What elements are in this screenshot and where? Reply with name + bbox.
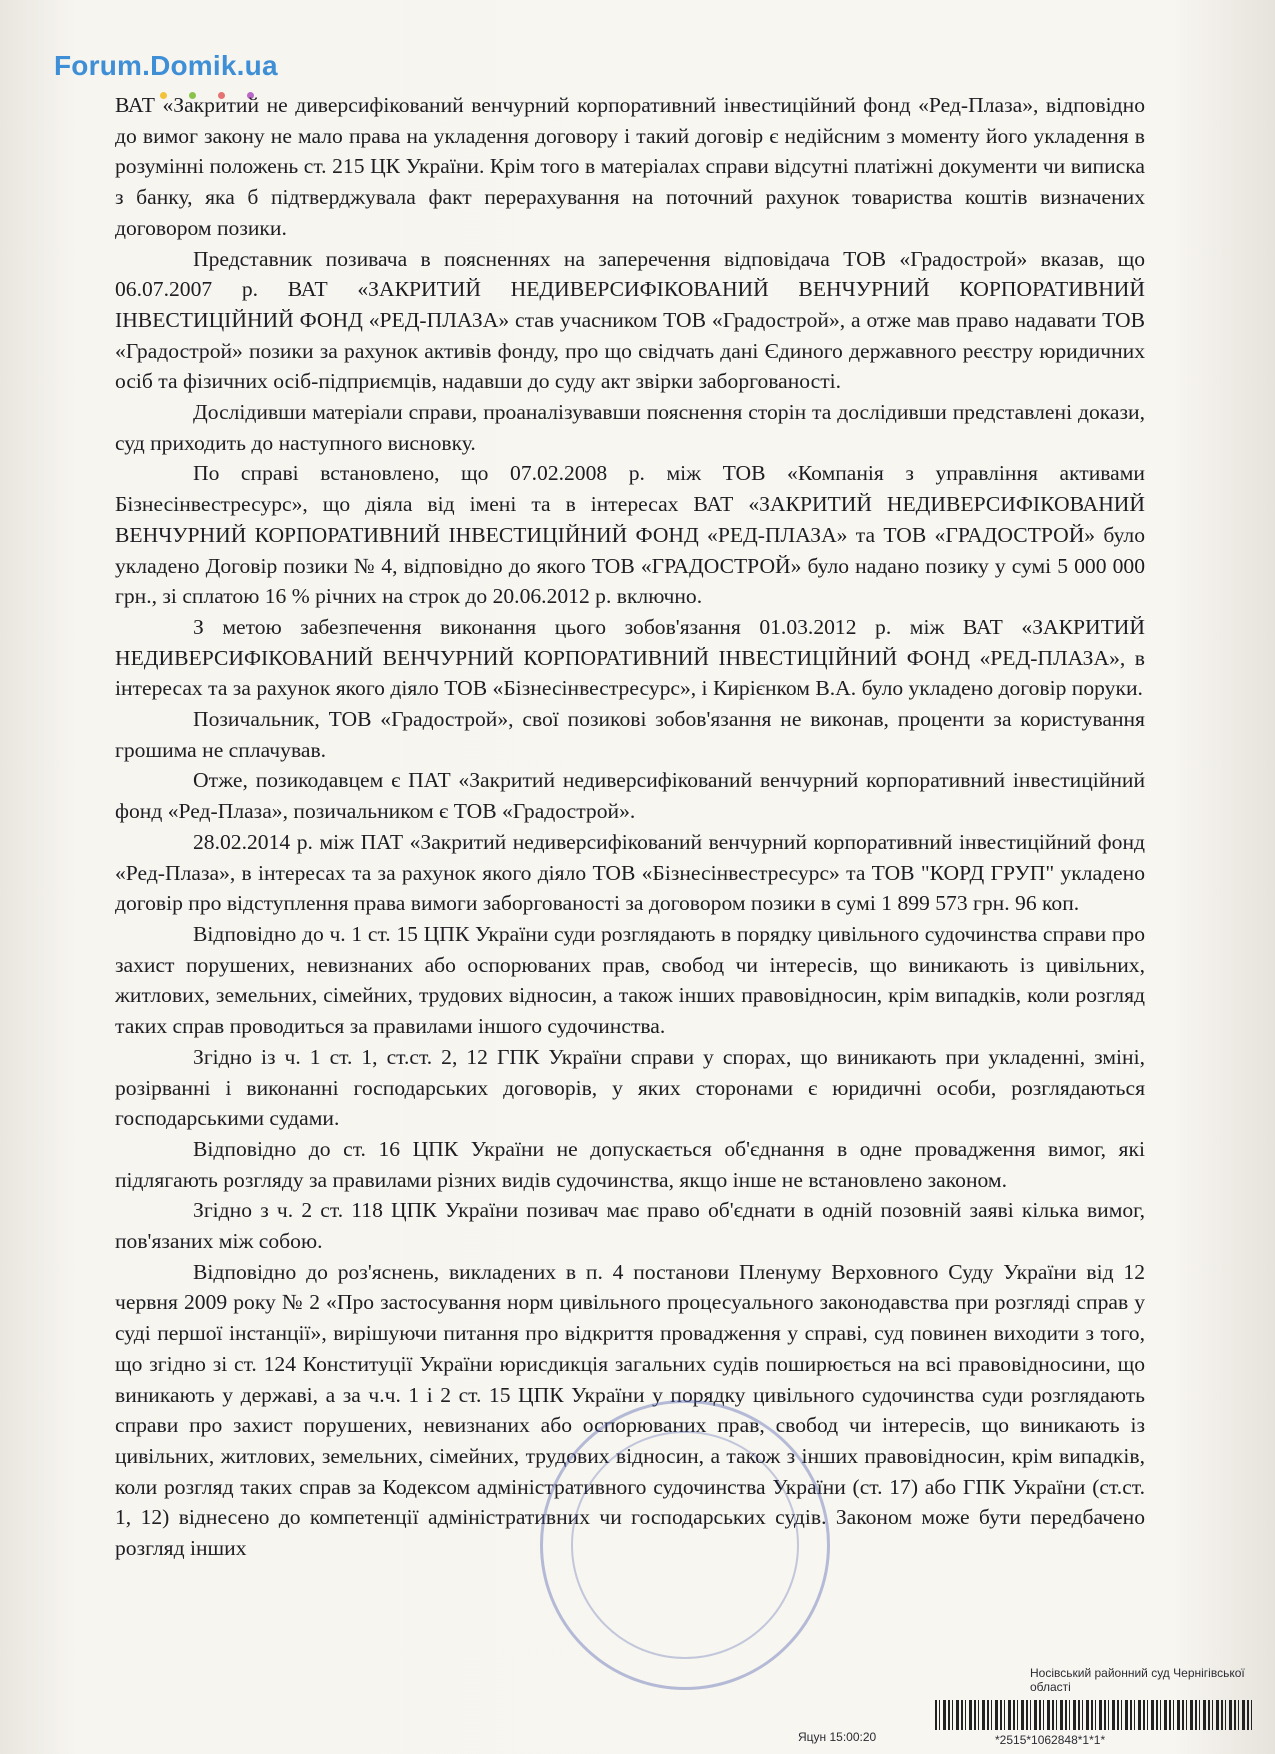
paragraph: Представник позивача в поясненнях на заперечення відповідача ТОВ «Градострой» вказав, що 06.07.2007 р. ВАТ «ЗАКРИТИЙ НЕДИВЕРСИФІКОВАНИЙ ВЕНЧУРНИЙ КОРПОРАТИВНИЙ ІНВЕСТИЦІЙНИЙ ФОНД «РЕД-ПЛАЗА» став учасником ТОВ «Градострой», а отже мав право надавати ТОВ «Градострой» позики за рахунок активів фонду, про що свідчать дані Єдиного державного реєстру юридичних осіб та фізичних осіб-підприємців, надавши до суду акт звірки заборгованості. [115, 246, 1145, 394]
paragraph: Позичальник, ТОВ «Градострой», свої позикові зобов'язання не виконав, проценти за користування грошима не сплачував. [115, 707, 1145, 762]
document-body [115, 90, 1145, 1564]
barcode-number: *2515*1062848*1*1* [995, 1733, 1106, 1747]
paragraph: Відповідно до ст. 16 ЦПК України не допускається об'єднання в одне провадження вимог, які підлягають розгляду за правилами різних видів судочинства, якщо інше не встановлено законом. [115, 1136, 1145, 1192]
watermark-logo[interactable]: Forum.Domik.ua [54, 50, 278, 81]
paragraph: 28.02.2014 р. між ПАТ «Закритий недиверсифікований венчурний корпоративний інвестиційний фонд «Ред-Плаза», в інтересах та за рахунок якого діяло ТОВ «Бізнесінвестресурс» та ТОВ "КОРД ГРУП" укладено договір про відступлення права вимоги заборгованості за договором позики в сумі 1 899 573 грн. 96 коп. [115, 829, 1145, 916]
paragraph: З метою забезпечення виконання цього зобов'язання 01.03.2012 р. між ВАТ «ЗАКРИТИЙ НЕДИВЕРСИФІКОВАНИЙ ВЕНЧУРНИЙ КОРПОРАТИВНИЙ ІНВЕСТИЦІЙНИЙ ФОНД «РЕД-ПЛАЗА», в інтересах та за рахунок якого діяло ТОВ «Бізнесінвестресурс», і Кирієнком В.А. було укладено договір поруки. [115, 614, 1145, 701]
court-name-label: Носівський районний суд Чернігівської області [1030, 1666, 1245, 1694]
court-seal-stamp [540, 1400, 830, 1690]
barcode [935, 1700, 1255, 1730]
paragraph: По справі встановлено, що 07.02.2008 р. між ТОВ «Компанія з управління активами Бізнесінвестресурс», що діяла від імені та в інтересах ВАТ «ЗАКРИТИЙ НЕДИВЕРСИФІКОВАНИЙ ВЕНЧУРНИЙ КОРПОРАТИВНИЙ ІНВЕСТИЦІЙНИЙ ФОНД «РЕД-ПЛАЗА» та ТОВ «ГРАДОСТРОЙ» було укладено Договір позики № 4, відповідно до якого ТОВ «ГРАДОСТРОЙ» було надано позику у сумі 5 000 000 грн., зі сплатою 16 % річних на строк до 20.06.2012 р. включно. [115, 461, 1145, 609]
paragraph: Дослідивши матеріали справи, проаналізувавши пояснення сторін та дослідивши представлені докази, суд приходить до наступного висновку. [115, 400, 1145, 455]
paragraph: Згідно з ч. 2 ст. 118 ЦПК України позивач має право об'єднати в одній позовній заяві кілька вимог, пов'язаних між собою. [115, 1198, 1145, 1254]
paragraph: Відповідно до роз'яснень, викладених в п. 4 постанови Пленуму Верховного Суду України від 12 червня 2009 року № 2 «Про застосування норм цивільного процесуального законодавства при розгляді справ у суді першої інстанції», вирішуючи питання про відкриття провадження у справі, суд повинен виходити з того, що згідно зі ст. 124 Конституції України юрисдикція загальних судів поширюється на всі правовідносини, що виникають у державі, а за ч.ч. 1 і 2 ст. 15 ЦПК України у порядку цивільного судочинства суди розглядають справи про захист порушених, невизнаних або оспорюваних прав, свобод чи інтересів, що виникають із цивільних, житлових, земельних, сімейних, трудових відносин, а також з інших правовідносин, крім випадків, коли розгляд таких справ за Кодексом адміністративного судочинства України (ст. 17) або ГПК України (ст.ст. 1, 12) віднесено до компетенції адміністративних чи господарських судів. Законом може бути передбачено розгляд інших [115, 1259, 1145, 1561]
paragraph: ВАТ «Закритий не диверсифікований венчурний корпоративний інвестиційний фонд «Ред-Плаза», відповідно до вимог закону не мало права на укладення договору і такий договір є недійсним з моменту його укладення в розумінні положень ст. 215 ЦК України. Крім того в матеріалах справи відсутні платіжні документи чи виписка з банку, яка б підтверджувала факт перерахування на поточний рахунок товариства коштів визначених договором позики. [115, 93, 1145, 240]
paragraph: Отже, позикодавцем є ПАТ «Закритий недиверсифікований венчурний корпоративний інвестиційний фонд «Ред-Плаза», позичальником є ТОВ «Градострой». [115, 768, 1145, 824]
clerk-timestamp: Яцун 15:00:20 [798, 1730, 877, 1744]
paragraph: Відповідно до ч. 1 ст. 15 ЦПК України суди розглядають в порядку цивільного судочинства справи про захист порушених, невизнаних або оспорюваних прав, свобод чи інтересів, що виникають із цивільних, житлових, земельних, сімейних, трудових відносин, а також інших правовідносин, крім випадків, коли розгляд таких справ проводиться за правилами іншого судочинства. [115, 921, 1145, 1039]
paragraph: Згідно із ч. 1 ст. 1, ст.ст. 2, 12 ГПК України справи у спорах, що виникають при укладенні, зміні, розірванні і виконанні господарських договорів, у яких сторонами є юридичні особи, розглядаються господарськими судами. [115, 1044, 1145, 1131]
